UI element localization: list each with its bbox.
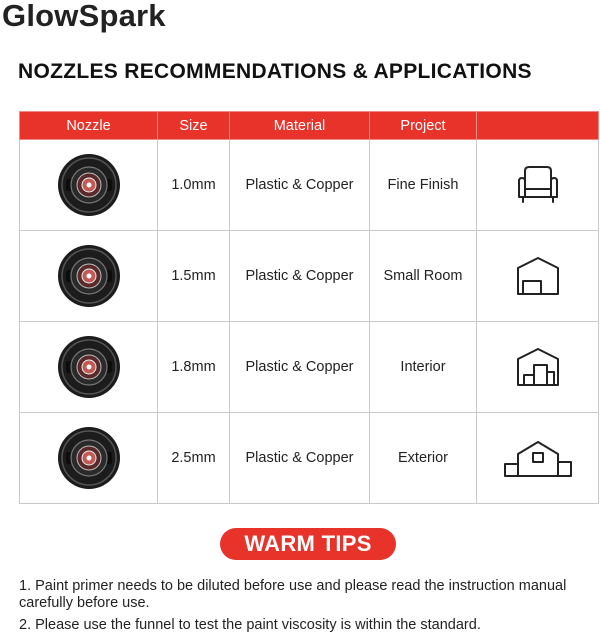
nozzle-2-5mm-image [54, 423, 124, 493]
project-cell: Small Room [370, 231, 477, 322]
warm-tips-badge: WARM TIPS [220, 528, 396, 560]
page-title: NOZZLES RECOMMENDATIONS & APPLICATIONS [18, 60, 532, 83]
nozzle-1-0mm-image [54, 150, 124, 220]
project-icon-cell [477, 322, 599, 413]
project-cell: Exterior [370, 413, 477, 504]
small-room-icon [513, 254, 563, 298]
project-icon-cell [477, 140, 599, 231]
header-project: Project [370, 112, 477, 140]
tip-item: 2. Please use the funnel to test the paint viscosity is within the standard. [19, 617, 481, 633]
material-cell: Plastic & Copper [230, 231, 370, 322]
brand-name: GlowSpark [2, 0, 166, 33]
table-row [20, 231, 599, 322]
nozzle-image-cell [20, 322, 158, 413]
header-material: Material [230, 112, 370, 140]
material-cell: Plastic & Copper [230, 413, 370, 504]
tip-item: 1. Paint primer needs to be diluted before use and please read the instruction manual carefully before use. [19, 578, 567, 611]
table-row [20, 413, 599, 504]
size-cell: 1.0mm [158, 140, 230, 231]
table-header-row [20, 112, 599, 140]
project-icon-cell [477, 413, 599, 504]
material-cell: Plastic & Copper [230, 322, 370, 413]
table-row [20, 140, 599, 231]
material-cell: Plastic & Copper [230, 140, 370, 231]
header-icon [477, 112, 599, 140]
nozzle-image-cell [20, 413, 158, 504]
nozzle-image-cell [20, 231, 158, 322]
size-cell: 2.5mm [158, 413, 230, 504]
project-cell: Fine Finish [370, 140, 477, 231]
warm-tips-list [19, 578, 594, 639]
interior-icon [513, 345, 563, 389]
nozzle-1-5mm-image [54, 241, 124, 311]
header-size: Size [158, 112, 230, 140]
size-cell: 1.8mm [158, 322, 230, 413]
project-cell: Interior [370, 322, 477, 413]
exterior-house-icon [502, 436, 574, 480]
header-nozzle: Nozzle [20, 112, 158, 140]
armchair-icon [513, 163, 563, 207]
nozzle-table [19, 111, 599, 504]
nozzle-1-8mm-image [54, 332, 124, 402]
project-icon-cell [477, 231, 599, 322]
nozzle-image-cell [20, 140, 158, 231]
table-row [20, 322, 599, 413]
size-cell: 1.5mm [158, 231, 230, 322]
